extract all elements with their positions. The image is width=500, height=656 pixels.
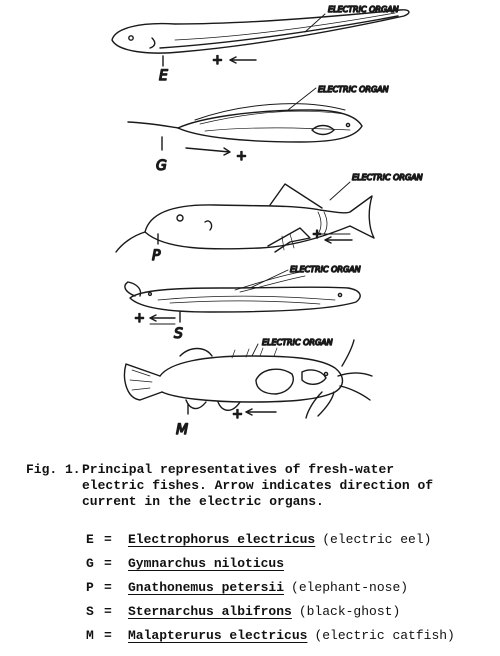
eel-organ-label: ELECTRIC ORGAN xyxy=(328,5,399,14)
eel-plus: + xyxy=(212,53,223,68)
elephant-nose-drawing xyxy=(116,182,374,252)
gymnarchus-letter: G xyxy=(156,158,167,174)
legend-row xyxy=(86,532,496,556)
legend-species-name: Electrophorus electricus xyxy=(128,532,316,547)
black-ghost-plus: + xyxy=(134,311,145,326)
legend-species-name: Sternarchus albifrons xyxy=(128,604,292,619)
legend-species-name: Gymnarchus niloticus xyxy=(128,556,285,571)
legend-common-name: (black-ghost) xyxy=(298,604,401,619)
catfish-letter: M xyxy=(176,422,189,438)
legend-species-name: Gnathonemus petersii xyxy=(128,580,285,595)
legend-equals: = xyxy=(104,532,112,547)
gymnarchus-drawing xyxy=(128,88,362,155)
black-ghost-organ-label: ELECTRIC ORGAN xyxy=(290,265,361,274)
legend-letter: S xyxy=(86,604,94,619)
legend-equals: = xyxy=(104,580,112,595)
legend-letter: M xyxy=(86,628,94,643)
species-legend xyxy=(86,532,496,652)
figure-number: Fig. 1. xyxy=(26,462,81,477)
legend-species-name: Malapterurus electricus xyxy=(128,628,308,643)
black-ghost-drawing xyxy=(125,270,360,324)
elephant-nose-organ-label: ELECTRIC ORGAN xyxy=(352,173,423,182)
legend-row xyxy=(86,556,496,580)
caption-text: Principal representatives of fresh-water electric fishes. Arrow indicates direction of current in the electric organs. xyxy=(82,462,434,509)
legend-row xyxy=(86,580,496,604)
legend-letter: P xyxy=(86,580,94,595)
electric-eel-drawing xyxy=(112,10,409,66)
legend-equals: = xyxy=(104,628,112,643)
catfish-plus: + xyxy=(232,407,243,422)
elephant-nose-letter: P xyxy=(152,248,161,264)
legend-letter: G xyxy=(86,556,94,571)
legend-common-name: (electric eel) xyxy=(322,532,432,547)
elephant-nose-plus: + xyxy=(312,227,323,241)
legend-common-name: (elephant-nose) xyxy=(291,580,409,595)
legend-row xyxy=(86,628,496,652)
gymnarchus-organ-label: ELECTRIC ORGAN xyxy=(318,85,389,94)
catfish-organ-label: ELECTRIC ORGAN xyxy=(262,338,333,347)
figure-caption xyxy=(26,462,496,510)
legend-row xyxy=(86,604,496,628)
legend-equals: = xyxy=(104,604,112,619)
legend-letter: E xyxy=(86,532,94,547)
eel-letter: E xyxy=(159,68,168,84)
gymnarchus-plus: + xyxy=(236,149,247,164)
legend-equals: = xyxy=(104,556,112,571)
legend-common-name: (electric catfish) xyxy=(314,628,455,643)
electric-catfish-drawing xyxy=(125,340,372,418)
black-ghost-letter: S xyxy=(174,326,183,342)
